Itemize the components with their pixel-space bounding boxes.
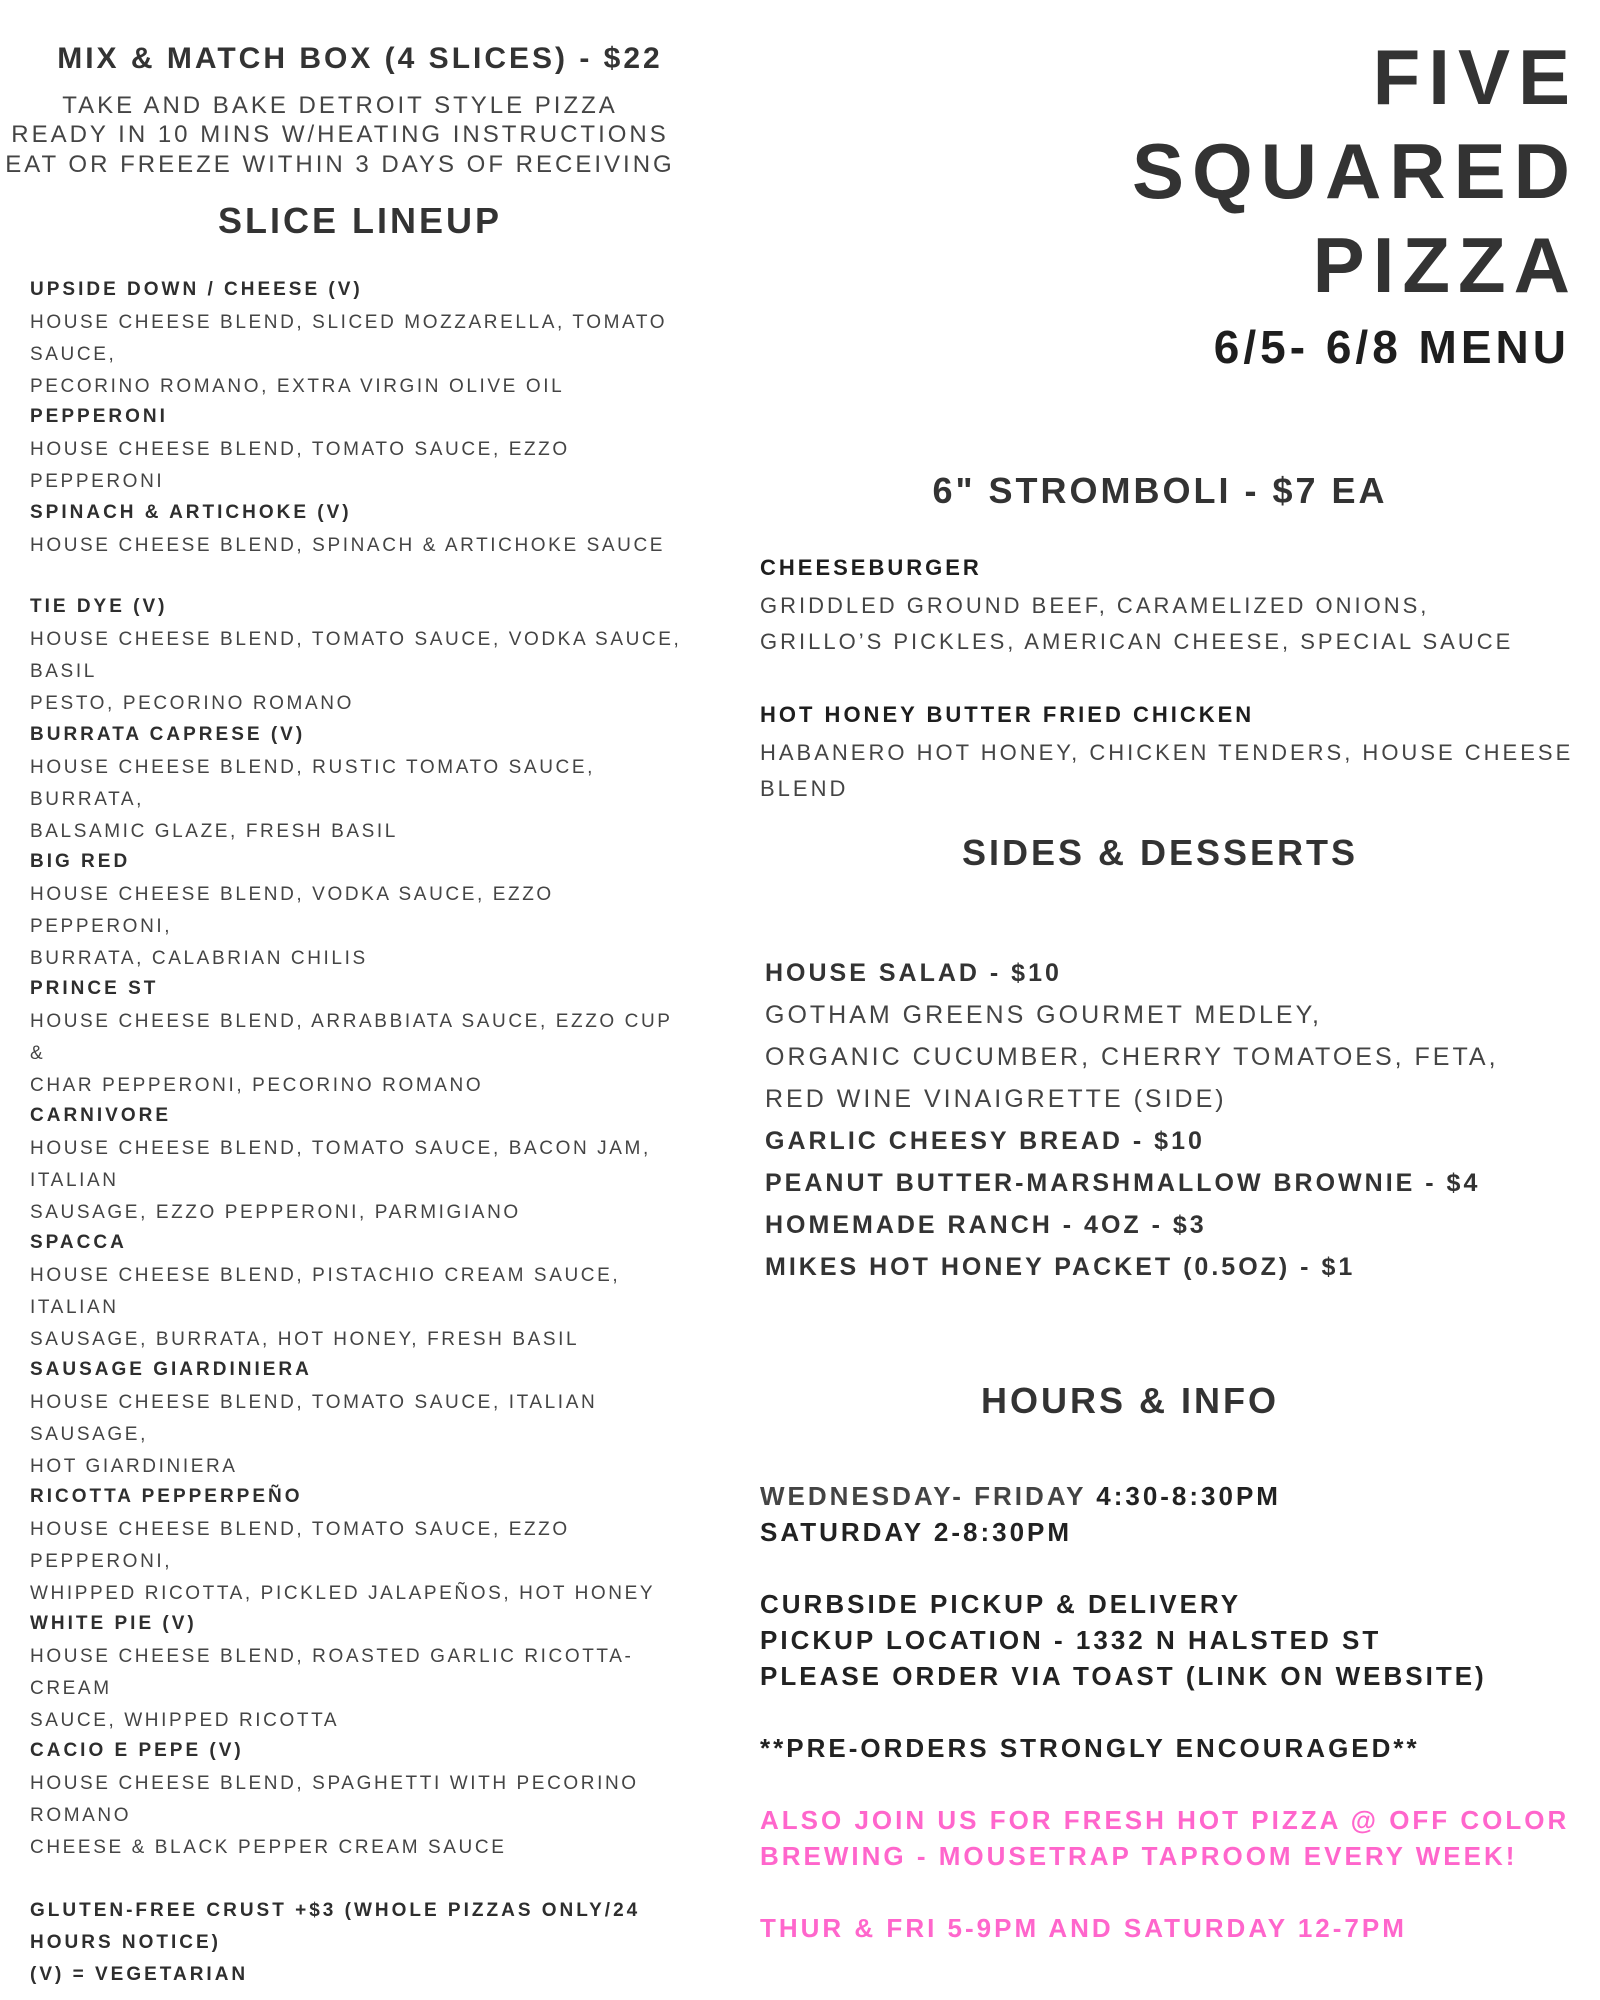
slice-item xyxy=(30,1105,690,1229)
stromboli-item-name: HOT HONEY BUTTER FRIED CHICKEN xyxy=(760,702,1255,727)
slice-name: TIE DYE (V) xyxy=(30,596,168,617)
slice-item xyxy=(30,1486,690,1610)
preorder-note: **PRE-ORDERS STRONGLY ENCOURAGED** xyxy=(760,1733,1420,1763)
weekday-time: 4:30-8:30PM xyxy=(1096,1481,1281,1511)
stromboli-item-name: CHEESEBURGER xyxy=(760,555,982,580)
slice-desc: SAUSAGE, BURRATA, HOT HONEY, FRESH BASIL xyxy=(30,1329,580,1350)
slice-desc: HOUSE CHEESE BLEND, VODKA SAUCE, EZZO PEPPERONI, xyxy=(30,884,554,937)
pickup-location: PICKUP LOCATION - 1332 N HALSTED ST xyxy=(760,1625,1382,1655)
slice-item xyxy=(30,1740,690,1864)
slice-desc: HOUSE CHEESE BLEND, SPINACH & ARTICHOKE SAUCE xyxy=(30,535,666,556)
promo-hours: THUR & FRI 5-9PM AND SATURDAY 12-7PM xyxy=(760,1913,1407,1943)
desc-line: HABANERO HOT HONEY, CHICKEN TENDERS, HOUSE CHEESE BLEND xyxy=(760,740,1574,801)
slice-item xyxy=(30,279,690,403)
slice-name: BURRATA CAPRESE (V) xyxy=(30,724,306,745)
menu-dates: 6/5- 6/8 MENU xyxy=(1213,321,1570,373)
order-info: PLEASE ORDER VIA TOAST (LINK ON WEBSITE) xyxy=(760,1661,1487,1691)
slice-name: WHITE PIE (V) xyxy=(30,1613,197,1634)
slice-desc: BALSAMIC GLAZE, FRESH BASIL xyxy=(30,821,398,842)
slice-desc: HOUSE CHEESE BLEND, TOMATO SAUCE, EZZO PEPPERONI, xyxy=(30,1519,570,1572)
slice-desc: HOUSE CHEESE BLEND, TOMATO SAUCE, VODKA SAUCE, BASIL xyxy=(30,629,682,682)
side-item: HOUSE SALAD - $10 xyxy=(765,959,1062,987)
slice-desc: BURRATA, CALABRIAN CHILIS xyxy=(30,948,368,969)
slice-desc: HOUSE CHEESE BLEND, RUSTIC TOMATO SAUCE, BURRATA, xyxy=(30,757,596,810)
gluten-free-note xyxy=(30,1895,690,1991)
slice-desc: HOUSE CHEESE BLEND, TOMATO SAUCE, BACON JAM, ITALIAN xyxy=(30,1138,651,1191)
brand-line: PIZZA xyxy=(1312,221,1578,309)
slice-name: CARNIVORE xyxy=(30,1105,172,1126)
vegetarian-legend: (V) = VEGETARIAN xyxy=(30,1964,249,1985)
side-item-desc: ORGANIC CUCUMBER, CHERRY TOMATOES, FETA, xyxy=(765,1043,1499,1071)
slice-desc: HOUSE CHEESE BLEND, TOMATO SAUCE, EZZO PEPPERONI xyxy=(30,439,570,492)
slice-name: CACIO E PEPE (V) xyxy=(30,1740,244,1761)
slice-item xyxy=(30,1613,690,1737)
footer-line: HOURS NOTICE) xyxy=(30,1932,221,1953)
side-item: PEANUT BUTTER-MARSHMALLOW BROWNIE - $4 xyxy=(765,1169,1481,1197)
side-item-desc: RED WINE VINAIGRETTE (SIDE) xyxy=(765,1085,1227,1113)
desc-line: GRIDDLED GROUND BEEF, CARAMELIZED ONIONS, xyxy=(760,593,1430,618)
slice-name: SAUSAGE GIARDINIERA xyxy=(30,1359,312,1380)
slice-desc: WHIPPED RICOTTA, PICKLED JALAPEÑOS, HOT HONEY xyxy=(30,1583,656,1604)
promo-line: ALSO JOIN US FOR FRESH HOT PIZZA @ OFF COLOR xyxy=(760,1805,1570,1835)
slice-desc: HOT GIARDINIERA xyxy=(30,1456,238,1477)
slice-item xyxy=(30,851,690,975)
slice-name: SPACCA xyxy=(30,1232,127,1253)
side-item: MIKES HOT HONEY PACKET (0.5OZ) - $1 xyxy=(765,1253,1356,1281)
slice-desc: HOUSE CHEESE BLEND, TOMATO SAUCE, ITALIAN SAUSAGE, xyxy=(30,1392,598,1445)
slice-item xyxy=(30,502,690,562)
slice-desc: HOUSE CHEESE BLEND, PISTACHIO CREAM SAUCE, ITALIAN xyxy=(30,1265,621,1318)
slice-item xyxy=(30,1359,690,1483)
slice-desc: SAUCE, WHIPPED RICOTTA xyxy=(30,1710,340,1731)
sides-title: SIDES & DESSERTS xyxy=(961,832,1359,873)
slice-desc: HOUSE CHEESE BLEND, SPAGHETTI WITH PECORINO ROMANO xyxy=(30,1773,639,1826)
stromboli-item-desc xyxy=(760,588,1513,660)
slice-item xyxy=(30,724,690,848)
brand-name xyxy=(1132,30,1578,312)
desc-line: GRILLO’S PICKLES, AMERICAN CHEESE, SPECIAL SAUCE xyxy=(760,629,1514,654)
side-item-desc: GOTHAM GREENS GOURMET MEDLEY, xyxy=(765,1001,1322,1029)
slice-desc: HOUSE CHEESE BLEND, ARRABBIATA SAUCE, EZZO CUP & xyxy=(30,1011,673,1064)
slice-name: SPINACH & ARTICHOKE (V) xyxy=(30,502,352,523)
slice-desc: HOUSE CHEESE BLEND, ROASTED GARLIC RICOTTA-CREAM xyxy=(30,1646,634,1699)
promo-line: BREWING - MOUSETRAP TAPROOM EVERY WEEK! xyxy=(760,1841,1518,1871)
slice-name: BIG RED xyxy=(30,851,131,872)
stromboli-item-desc xyxy=(760,735,1600,807)
slice-item xyxy=(30,596,690,720)
mix-box-title: MIX & MATCH BOX (4 SLICES) - $22 xyxy=(57,42,663,75)
footer-line: GLUTEN-FREE CRUST +$3 (WHOLE PIZZAS ONLY/24 xyxy=(30,1900,641,1921)
side-item: HOMEMADE RANCH - 4OZ - $3 xyxy=(765,1211,1207,1239)
slice-desc: PESTO, PECORINO ROMANO xyxy=(30,693,354,714)
weekday-hours xyxy=(760,1478,1569,1514)
slice-item xyxy=(30,1232,690,1356)
slice-desc: CHAR PEPPERONI, PECORINO ROMANO xyxy=(30,1075,484,1096)
slice-name: PEPPERONI xyxy=(30,406,168,427)
slice-name: PRINCE ST xyxy=(30,978,159,999)
slice-name: UPSIDE DOWN / CHEESE (V) xyxy=(30,279,363,300)
weekday-label: WEDNESDAY- FRIDAY xyxy=(760,1481,1086,1511)
brand-line: SQUARED xyxy=(1131,127,1578,215)
mix-box-line: READY IN 10 MINS W/HEATING INSTRUCTIONS xyxy=(11,121,669,148)
side-item: GARLIC CHEESY BREAD - $10 xyxy=(765,1127,1205,1155)
slice-lineup-title: SLICE LINEUP xyxy=(217,200,503,241)
mix-box-line: EAT OR FREEZE WITHIN 3 DAYS OF RECEIVING xyxy=(5,151,675,178)
hours-info xyxy=(760,1478,1569,1946)
slice-desc: HOUSE CHEESE BLEND, SLICED MOZZARELLA, TOMATO SAUCE, xyxy=(30,312,668,365)
service-line: CURBSIDE PICKUP & DELIVERY xyxy=(760,1589,1242,1619)
brand-line: FIVE xyxy=(1372,33,1578,121)
stromboli-title: 6" STROMBOLI - $7 EA xyxy=(932,470,1388,511)
slice-name: RICOTTA PEPPERPEÑO xyxy=(30,1486,303,1507)
slice-desc: PECORINO ROMANO, EXTRA VIRGIN OLIVE OIL xyxy=(30,376,565,397)
hours-title: HOURS & INFO xyxy=(980,1380,1279,1421)
slice-item xyxy=(30,978,690,1102)
saturday-hours: SATURDAY 2-8:30PM xyxy=(760,1517,1073,1547)
slice-item xyxy=(30,406,690,498)
slice-desc: CHEESE & BLACK PEPPER CREAM SAUCE xyxy=(30,1837,507,1858)
slice-desc: SAUSAGE, EZZO PEPPERONI, PARMIGIANO xyxy=(30,1202,521,1223)
mix-box-line: TAKE AND BAKE DETROIT STYLE PIZZA xyxy=(62,92,618,119)
